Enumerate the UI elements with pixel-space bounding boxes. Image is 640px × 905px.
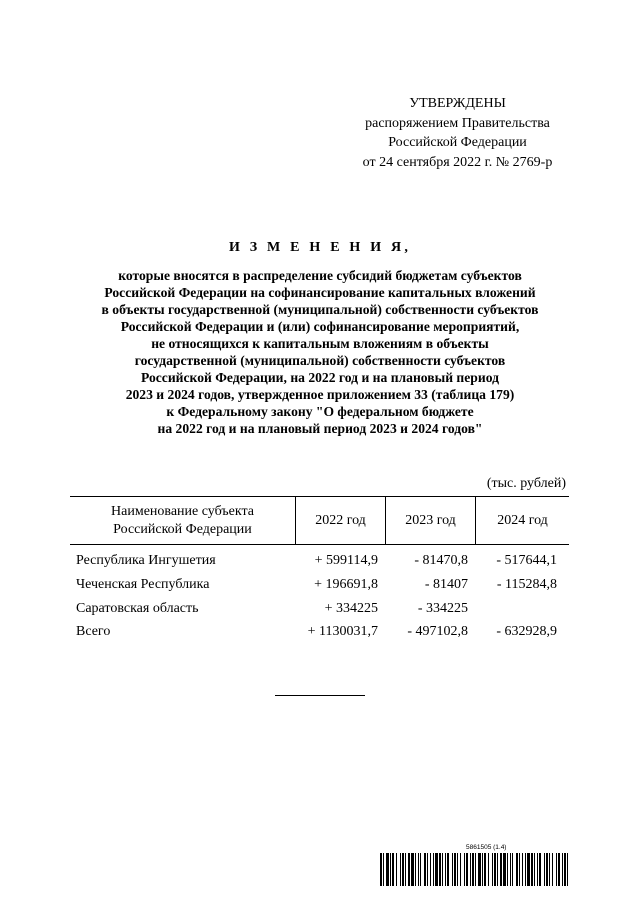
subtitle-line: в объекты государственной (муниципальной) собственности субъектов (101, 302, 539, 317)
total-label: Всего (76, 624, 111, 639)
barcode-bar (439, 853, 441, 886)
value-2022: + 599114,9 (314, 553, 378, 568)
barcode-bar (516, 853, 518, 886)
barcode-bar (415, 853, 416, 886)
table-row (0, 553, 640, 573)
barcode-bar (430, 853, 431, 886)
barcode-bar (497, 853, 498, 886)
barcode-bar (457, 853, 458, 886)
value-2024: - 632928,9 (496, 624, 557, 639)
barcode-bar (454, 853, 456, 886)
barcode-bar (405, 853, 406, 886)
barcode-bar (435, 853, 438, 886)
barcode-bar (510, 853, 511, 886)
barcode-bar (427, 853, 428, 886)
table-row-total (0, 624, 640, 644)
end-divider-line (275, 695, 365, 696)
document-title: И З М Е Н Е Н И Я, (228, 240, 412, 255)
barcode-bar (408, 853, 410, 886)
barcode-bar (418, 853, 419, 886)
barcode-bar (527, 853, 530, 886)
barcode-bar (383, 853, 384, 886)
header-name-line: Наименование субъекта (111, 503, 254, 519)
barcode-bar (445, 853, 446, 886)
barcode-bar (500, 853, 502, 886)
barcode-bar (503, 853, 506, 886)
barcode (380, 853, 570, 886)
subject-name: Саратовская область (76, 601, 199, 616)
subtitle-line: Российской Федерации на софинансирование капитальных вложений (104, 285, 536, 300)
header-2024: 2024 год (497, 512, 548, 528)
barcode-bar (562, 853, 563, 886)
barcode-bar (400, 853, 401, 886)
barcode-bar (492, 853, 493, 886)
value-2024: - 115284,8 (496, 577, 557, 592)
table-header-rule (70, 544, 569, 545)
barcode-bar (512, 853, 513, 886)
approval-line: Российской Федерации (388, 135, 527, 150)
barcode-bar (488, 853, 489, 886)
barcode-bar (478, 853, 481, 886)
barcode-bar (507, 853, 508, 886)
barcode-bar (549, 853, 550, 886)
approval-heading: УТВЕРЖДЕНЫ (409, 96, 506, 111)
barcode-bar (402, 853, 404, 886)
barcode-bar (564, 853, 566, 886)
approval-block (340, 94, 575, 172)
value-2022: + 334225 (324, 601, 378, 616)
subtitle-line: на 2022 год и на плановый период 2023 и 2024 годов" (157, 421, 483, 436)
value-2023: - 81407 (424, 577, 468, 592)
barcode-bar (411, 853, 414, 886)
document-subtitle (40, 267, 600, 437)
barcode-bar (482, 853, 483, 886)
barcode-bar (534, 853, 535, 886)
value-2024: - 517644,1 (496, 553, 557, 568)
barcode-bar (484, 853, 486, 886)
barcode-bar (544, 853, 545, 886)
barcode-bar (531, 853, 533, 886)
approval-date-number: от 24 сентября 2022 г. № 2769-р (362, 154, 553, 170)
barcode-bar (567, 853, 568, 886)
barcode-bar (546, 853, 548, 886)
subtitle-line: Российской Федерации, на 2022 год и на плановый период (141, 370, 499, 385)
value-2023: - 334225 (417, 601, 468, 616)
subject-name: Чеченская Республика (76, 577, 210, 592)
barcode-bar (552, 853, 553, 886)
barcode-bar (539, 853, 541, 886)
header-2022: 2022 год (315, 512, 366, 528)
barcode-bar (392, 853, 394, 886)
barcode-bar (472, 853, 474, 886)
header-subject-name (70, 497, 295, 544)
barcode-bar (396, 853, 397, 886)
subtitle-line: не относящихся к капитальным вложениям в объекты (151, 336, 489, 351)
header-name-line: Российской Федерации (113, 521, 252, 537)
barcode-bar (420, 853, 421, 886)
barcode-bar (447, 853, 449, 886)
barcode-bar (537, 853, 538, 886)
table-row (0, 601, 640, 621)
value-2022: + 1130031,7 (307, 624, 378, 639)
barcode-bar (525, 853, 526, 886)
barcode-bar (424, 853, 426, 886)
barcode-bar (464, 853, 465, 886)
barcode-bar (475, 853, 476, 886)
subtitle-line: которые вносятся в распределение субсидий бюджетам субъектов (118, 268, 522, 283)
barcode-bar (442, 853, 443, 886)
units-label: (тыс. рублей) (486, 476, 566, 491)
table-row (0, 577, 640, 597)
barcode-bar (522, 853, 523, 886)
value-2023: - 497102,8 (407, 624, 468, 639)
barcode-bar (386, 853, 389, 886)
barcode-bar (460, 853, 461, 886)
barcode-bar (519, 853, 520, 886)
barcode-bar (390, 853, 391, 886)
value-2023: - 81470,8 (414, 553, 468, 568)
barcode-bar (494, 853, 496, 886)
barcode-bar (452, 853, 453, 886)
barcode-bar (558, 853, 560, 886)
barcode-bar (470, 853, 471, 886)
document-code: 5861505 (1.4) (466, 844, 507, 851)
barcode-bar (556, 853, 557, 886)
barcode-bar (433, 853, 434, 886)
barcode-bar (466, 853, 468, 886)
subtitle-line: государственной (муниципальной) собственности субъектов (134, 353, 506, 368)
barcode-bar (380, 853, 382, 886)
approval-line: распоряжением Правительства (365, 115, 550, 131)
value-2022: + 196691,8 (314, 577, 378, 592)
subtitle-line: к Федеральному закону "О федеральном бюджете (166, 404, 474, 419)
header-2023: 2023 год (405, 512, 456, 528)
subject-name: Республика Ингушетия (76, 553, 216, 568)
subtitle-line: Российской Федерации и (или) софинансирование мероприятий, (120, 319, 520, 334)
subtitle-line: 2023 и 2024 годов, утвержденное приложением 33 (таблица 179) (125, 387, 515, 402)
